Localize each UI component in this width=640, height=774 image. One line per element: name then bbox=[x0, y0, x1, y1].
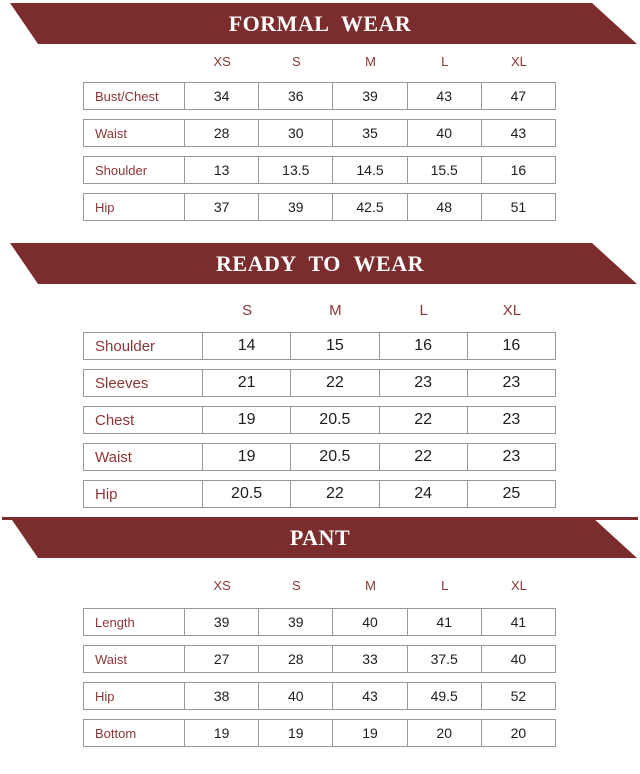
measurement-rows bbox=[0, 82, 640, 221]
cell-value: 16 bbox=[502, 337, 521, 354]
size-header: XL bbox=[502, 302, 522, 319]
cell-value: 40 bbox=[259, 683, 333, 709]
cell-value: 48 bbox=[408, 194, 482, 220]
size-header: XS bbox=[213, 578, 231, 593]
cell-value: 39 bbox=[259, 609, 333, 635]
size-header-row bbox=[83, 302, 556, 319]
cell-value: 20.5 bbox=[203, 481, 291, 507]
cell-value: 39 bbox=[259, 194, 333, 220]
row-label: Shoulder bbox=[84, 333, 203, 359]
size-header: XL bbox=[510, 578, 527, 593]
row-label: Waist bbox=[84, 646, 185, 672]
size-header: XL bbox=[510, 54, 527, 69]
size-header-row bbox=[83, 54, 556, 70]
section-formal-wear bbox=[0, 3, 640, 221]
cell-value: 22 bbox=[380, 407, 468, 433]
cell-value: 16 bbox=[380, 333, 468, 359]
table-row bbox=[83, 682, 556, 710]
row-label: Hip bbox=[84, 194, 185, 220]
cell-value: 37 bbox=[185, 194, 259, 220]
cell-value: 19 bbox=[185, 720, 259, 746]
cell-value: 16 bbox=[510, 162, 527, 178]
table-row bbox=[83, 119, 556, 147]
table-row bbox=[83, 443, 556, 471]
row-label: Hip bbox=[84, 683, 185, 709]
size-header-row bbox=[83, 578, 556, 593]
cell-value: 13.5 bbox=[259, 157, 333, 183]
cell-value: 21 bbox=[203, 370, 291, 396]
cell-value: 30 bbox=[259, 120, 333, 146]
table-row bbox=[83, 406, 556, 434]
size-header: S bbox=[242, 302, 253, 319]
row-label: Waist bbox=[84, 444, 203, 470]
row-label: Chest bbox=[84, 407, 203, 433]
formal-wear-banner bbox=[0, 3, 640, 44]
ready-to-wear-banner bbox=[0, 243, 640, 284]
cell-value: 20.5 bbox=[291, 407, 379, 433]
cell-value: 24 bbox=[380, 481, 468, 507]
cell-value: 37.5 bbox=[408, 646, 482, 672]
cell-value: 15.5 bbox=[408, 157, 482, 183]
cell-value: 47 bbox=[510, 88, 527, 104]
cell-value: 43 bbox=[408, 83, 482, 109]
table-row bbox=[83, 608, 556, 636]
row-label: Bust/Chest bbox=[84, 83, 185, 109]
cell-value: 33 bbox=[333, 646, 407, 672]
size-header: M bbox=[365, 578, 376, 593]
section-title: PANT bbox=[289, 524, 351, 550]
cell-value: 19 bbox=[203, 444, 291, 470]
section-title: FORMAL WEAR bbox=[228, 10, 412, 36]
size-header: S bbox=[291, 54, 301, 69]
cell-value: 22 bbox=[291, 481, 379, 507]
table-row bbox=[83, 332, 556, 360]
cell-value: 22 bbox=[291, 370, 379, 396]
cell-value: 41 bbox=[510, 614, 527, 630]
cell-value: 28 bbox=[259, 646, 333, 672]
table-row bbox=[83, 156, 556, 184]
cell-value: 36 bbox=[259, 83, 333, 109]
size-header: L bbox=[419, 302, 428, 319]
cell-value: 23 bbox=[502, 411, 521, 428]
pant-banner bbox=[0, 517, 640, 558]
cell-value: 38 bbox=[185, 683, 259, 709]
section-pant bbox=[0, 517, 640, 747]
cell-value: 51 bbox=[510, 199, 527, 215]
cell-value: 39 bbox=[185, 609, 259, 635]
cell-value: 22 bbox=[380, 444, 468, 470]
size-header-spacer bbox=[83, 54, 185, 70]
section-ready-to-wear bbox=[0, 243, 640, 508]
table-row bbox=[83, 480, 556, 508]
cell-value: 13 bbox=[185, 157, 259, 183]
row-label: Shoulder bbox=[84, 157, 185, 183]
cell-value: 23 bbox=[502, 374, 521, 391]
table-row bbox=[83, 645, 556, 673]
table-row bbox=[83, 82, 556, 110]
row-label: Sleeves bbox=[84, 370, 203, 396]
size-header: L bbox=[441, 54, 449, 69]
cell-value: 41 bbox=[408, 609, 482, 635]
table-row bbox=[83, 193, 556, 221]
cell-value: 20 bbox=[408, 720, 482, 746]
cell-value: 25 bbox=[502, 485, 521, 502]
cell-value: 52 bbox=[510, 688, 527, 704]
table-row bbox=[83, 719, 556, 747]
size-header: L bbox=[441, 578, 449, 593]
table-row bbox=[83, 369, 556, 397]
cell-value: 27 bbox=[185, 646, 259, 672]
cell-value: 42.5 bbox=[333, 194, 407, 220]
cell-value: 23 bbox=[502, 448, 521, 465]
cell-value: 34 bbox=[185, 83, 259, 109]
section-title: READY TO WEAR bbox=[216, 250, 424, 276]
cell-value: 49.5 bbox=[408, 683, 482, 709]
measurement-rows bbox=[0, 608, 640, 747]
cell-value: 20 bbox=[510, 725, 527, 741]
size-header: XS bbox=[213, 54, 231, 69]
cell-value: 43 bbox=[333, 683, 407, 709]
size-header-spacer bbox=[83, 578, 185, 593]
cell-value: 19 bbox=[259, 720, 333, 746]
cell-value: 14 bbox=[203, 333, 291, 359]
cell-value: 19 bbox=[333, 720, 407, 746]
cell-value: 40 bbox=[333, 609, 407, 635]
cell-value: 19 bbox=[203, 407, 291, 433]
size-header-spacer bbox=[83, 302, 203, 319]
cell-value: 15 bbox=[291, 333, 379, 359]
cell-value: 28 bbox=[185, 120, 259, 146]
cell-value: 40 bbox=[408, 120, 482, 146]
cell-value: 43 bbox=[510, 125, 527, 141]
size-header: M bbox=[329, 302, 342, 319]
measurement-rows bbox=[0, 332, 640, 508]
cell-value: 35 bbox=[333, 120, 407, 146]
size-header: M bbox=[365, 54, 376, 69]
size-header: S bbox=[291, 578, 301, 593]
row-label: Hip bbox=[84, 481, 203, 507]
cell-value: 23 bbox=[380, 370, 468, 396]
cell-value: 14.5 bbox=[333, 157, 407, 183]
row-label: Length bbox=[84, 609, 185, 635]
cell-value: 20.5 bbox=[291, 444, 379, 470]
cell-value: 40 bbox=[510, 651, 527, 667]
row-label: Bottom bbox=[84, 720, 185, 746]
cell-value: 39 bbox=[333, 83, 407, 109]
row-label: Waist bbox=[84, 120, 185, 146]
